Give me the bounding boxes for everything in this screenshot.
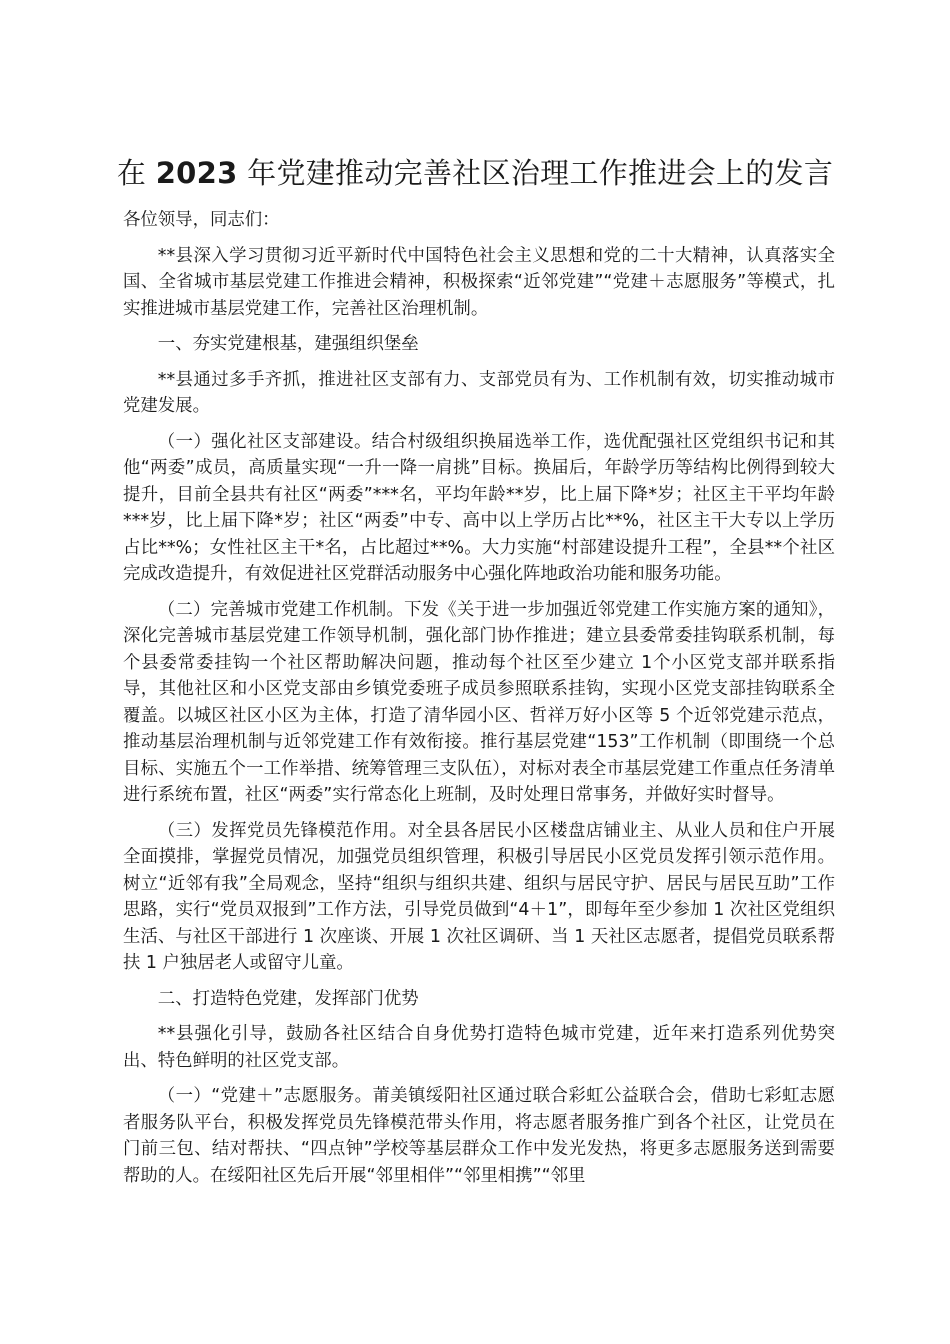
section-1-intro: **县通过多手齐抓，推进社区支部有力、支部党员有为、工作机制有效，切实推动城市党建发展。 (123, 369, 835, 416)
intro-paragraph: **县深入学习贯彻习近平新时代中国特色社会主义思想和党的二十大精神，认真落实全国、全省城市基层党建工作推进会精神，积极探索“近邻党建”“党建＋志愿服务”等模式，扎实推进城市基层党建工作，完善社区治理机制。 (123, 245, 835, 319)
section-2-item-1: （一）“党建＋”志愿服务。莆美镇绥阳社区通过联合彩虹公益联合会，借助七彩虹志愿者服务队平台，积极发挥党员先锋模范带头作用，将志愿者服务推广到各个社区，让党员在门前三包、结对帮扶、“四点钟”学校等基层群众工作中发光发热，将更多志愿服务送到需要帮助的人。在绥阳社区先后开展“邻里相伴”“邻里相携”“邻里 (123, 1086, 835, 1186)
section-2-intro: **县强化引导，鼓励各社区结合自身优势打造特色城市党建，近年来打造系列优势突出、特色鲜明的社区党支部。 (123, 1024, 835, 1071)
section-1-item-1: （一）强化社区支部建设。结合村级组织换届选举工作，选优配强社区党组织书记和其他“两委”成员，高质量实现“一升一降一肩挑”目标。换届后，年龄学历等结构比例得到较大提升，目前全县共有社区“两委”***名，平均年龄**岁，比上届下降*岁；社区主干平均年龄***岁，比上届下降*岁；社区“两委”中专、高中以上学历占比**%，社区主干大专以上学历占比**%；女性社区主干*名，占比超过**%。大力实施“村部建设提升工程”，全县**个社区完成改造提升，有效促进社区党群活动服务中心强化阵地政治功能和服务功能。 (123, 431, 835, 584)
title-suffix: 年党建推动完善社区治理工作推进会上的发言 (247, 156, 834, 190)
document-title (0, 152, 950, 194)
salutation: 各位领导，同志们： (123, 210, 280, 230)
section-1-item-2: （二）完善城市党建工作机制。下发《关于进一步加强近邻党建工作实施方案的通知》，深化完善城市基层党建工作领导机制，强化部门协作推进；建立县委常委挂钩联系机制，每个县委常委挂钩一个社区帮助解决问题，推动每个社区至少建立 1个小区党支部并联系指导，其他社区和小区党支部由乡镇党委班子成员参照联系挂钩，实现小区党支部挂钩联系全覆盖。以城区社区小区为主体，打造了清华园小区、哲祥万好小区等 5 个近邻党建示范点，推动基层治理机制与近邻党建工作有效衔接。推行基层党建“153”工作机制（即围绕一个总目标、实施五个一工作举措、统筹管理三支队伍），对标对表全市基层党建工作重点任务清单进行系统布置，社区“两委”实行常态化上班制，及时处理日常事务，并做好实时督导。 (123, 599, 835, 805)
title-year: 2023 (155, 156, 238, 190)
document-body (123, 207, 835, 1198)
section-heading-1: 一、夯实党建根基，建强组织堡垒 (157, 334, 419, 354)
section-heading-2: 二、打造特色党建，发挥部门优势 (157, 988, 419, 1009)
title-prefix: 在 (116, 156, 147, 190)
section-1-item-3: （三）发挥党员先锋模范作用。对全县各居民小区楼盘店铺业主、从业人员和住户开展全面摸排，掌握党员情况，加强党员组织管理，积极引导居民小区党员发挥引领示范作用。树立“近邻有我”全局观念，坚持“组织与组织共建、组织与居民守护、居民与居民互助”工作思路，实行“党员双报到”工作方法，引导党员做到“4＋1”，即每年至少参加 1 次社区党组织生活、与社区干部进行 1 次座谈、开展 1 次社区调研、当 1 天社区志愿者，提倡党员联系帮扶 1 户独居老人或留守儿童。 (123, 820, 835, 973)
